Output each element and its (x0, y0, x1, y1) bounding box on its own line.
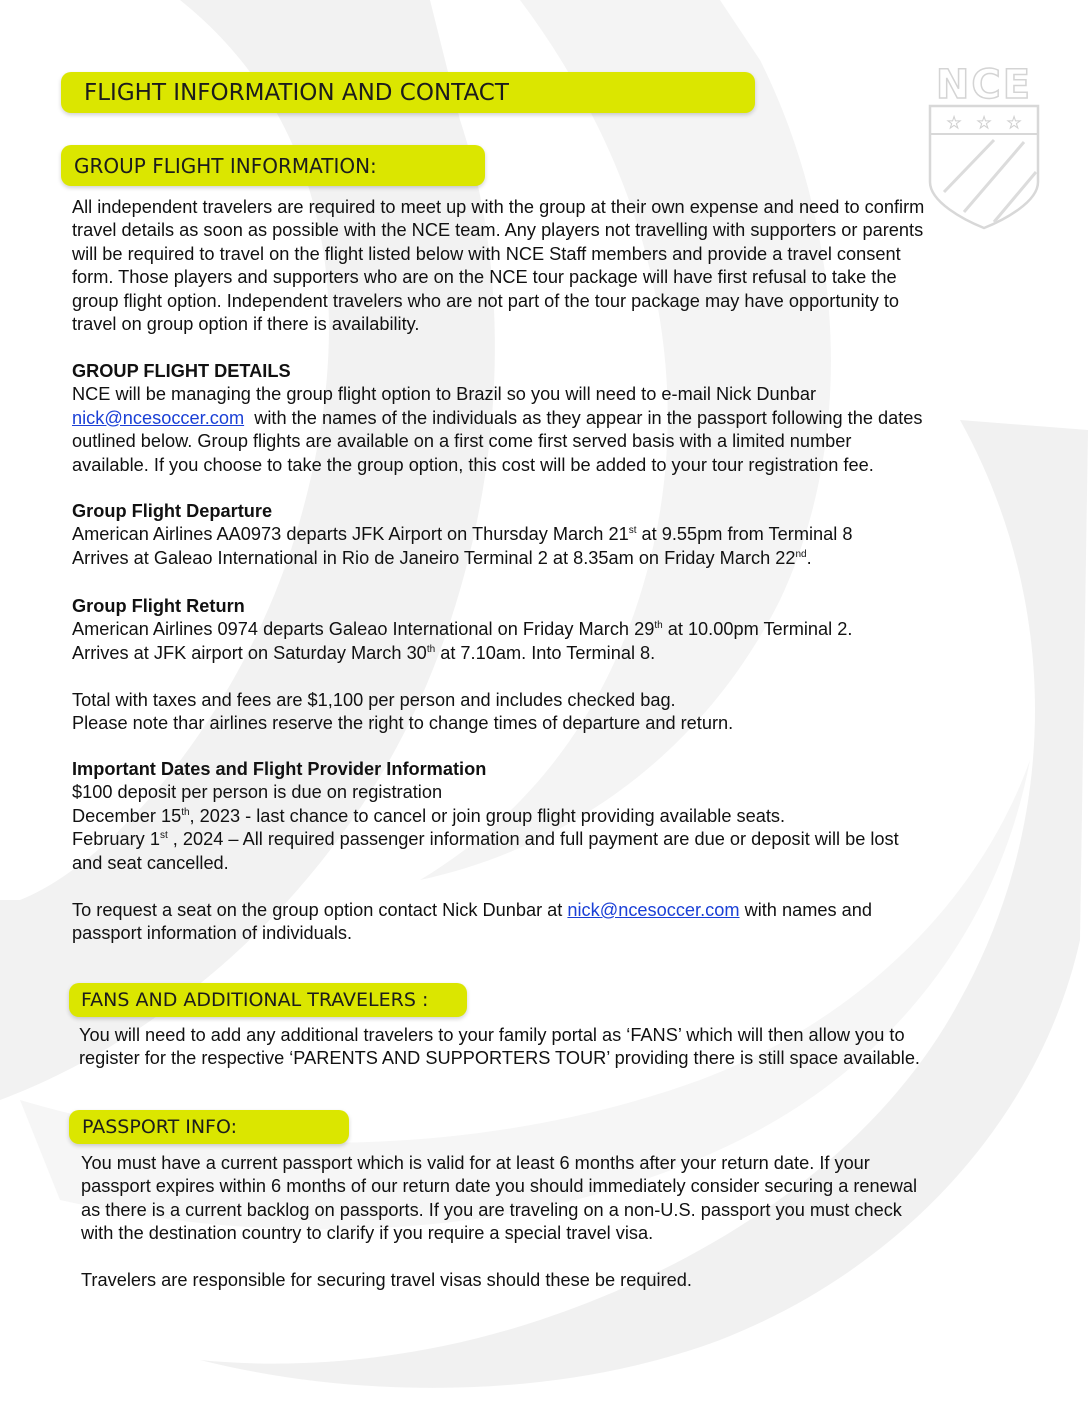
arrival-line (72, 547, 1032, 570)
details-line (72, 407, 1032, 430)
dates-text: , 2024 – All required passenger information and full payment are due or deposit will be lost (167, 829, 899, 850)
group-flight-details (72, 360, 1032, 477)
arrival-text: Arrives at Galeao International in Rio de Janeiro Terminal 2 at 8.35am on Friday March 22 (72, 547, 796, 568)
fans-line: You will need to add any additional travelers to your family portal as ‘FANS’ which will then allow you to (79, 1025, 905, 1045)
return-text: at 10.00pm Terminal 2. (662, 619, 853, 640)
svg-text:★: ★ (1006, 115, 1022, 132)
return-section (72, 595, 1032, 665)
ordinal-suffix: st (628, 525, 637, 537)
passport-line: You must have a current passport which is valid for at least 6 months after your return date. If your (81, 1153, 870, 1173)
departure-heading: Group Flight Departure (72, 501, 273, 521)
request-text: with names and (739, 900, 872, 920)
request-section (72, 899, 1032, 946)
dates-line: $100 deposit per person is due on registration (72, 782, 443, 803)
passport-heading: PASSPORT INFO: (69, 1110, 349, 1144)
departure-text: at 9.55pm from Terminal 8 (636, 524, 853, 545)
arrival-text: . (806, 547, 812, 568)
svg-text:★: ★ (946, 115, 962, 132)
intro-line: will be required to travel on the flight listed below with NCE Staff members and provide a travel consent (72, 243, 901, 264)
request-text: To request a seat on the group option contact Nick Dunbar at (72, 900, 568, 920)
fans-line: register for the respective ‘PARENTS AND SUPPORTERS TOUR’ providing there is still space available. (79, 1048, 920, 1069)
return-heading: Group Flight Return (72, 596, 245, 616)
passport-section (81, 1152, 1031, 1246)
details-line: available. If you choose to take the group option, this cost will be added to your tour registration fee. (72, 454, 874, 475)
group-flight-heading: GROUP FLIGHT INFORMATION: (61, 145, 485, 186)
dates-line (72, 805, 1032, 828)
intro-line: travel on group option if there is availability. (72, 314, 420, 335)
intro-line: group flight option. Independent travelers who are not part of the tour package may have opportunity to (72, 290, 900, 311)
dates-text: , 2023 - last chance to cancel or join group flight providing available seats. (189, 805, 786, 826)
return-text: American Airlines 0974 departs Galeao International on Friday March 29 (72, 619, 655, 640)
intro-line: form. Those players and supporters who are on the NCE tour package will have first refusal to take the (72, 267, 897, 288)
visa-note-line: Travelers are responsible for securing travel visas should these be required. (81, 1270, 692, 1290)
details-text: with the names of the individuals as they appear in the passport following the dates (244, 407, 923, 428)
total-section (72, 689, 1032, 736)
email-link[interactable]: nick@ncesoccer.com (567, 900, 740, 920)
fans-heading: FANS AND ADDITIONAL TRAVELERS : (69, 983, 467, 1017)
passport-line: with the destination country to clarify if you require a special travel visa. (81, 1223, 654, 1244)
intro-line: travel details as soon as possible with the NCE team. Any players not travelling with supporters or parents (72, 220, 924, 241)
group-flight-intro (72, 196, 1032, 336)
email-link[interactable]: nick@ncesoccer.com (72, 407, 245, 428)
passport-line: passport expires within 6 months of our return date you should immediately consider securing a renewal (81, 1176, 918, 1197)
passport-line: as there is a current backlog on passports. If you are traveling on a non-U.S. passport you must check (81, 1199, 902, 1220)
ordinal-suffix: th (426, 643, 436, 655)
ordinal-suffix: st (159, 830, 168, 842)
return-text: Arrives at JFK airport on Saturday March 30 (72, 642, 427, 663)
ordinal-suffix: nd (795, 548, 807, 560)
departure-section (72, 500, 1032, 570)
total-line: Total with taxes and fees are $1,100 per person and includes checked bag. (72, 690, 676, 710)
return-text: at 7.10am. Into Terminal 8. (435, 642, 656, 663)
dates-line: and seat cancelled. (72, 852, 229, 873)
svg-text:★: ★ (976, 115, 992, 132)
dates-line (72, 828, 1032, 851)
dates-heading: Important Dates and Flight Provider Information (72, 759, 487, 779)
details-line: outlined below. Group flights are available on a first come first served basis with a limited number (72, 431, 852, 452)
visa-note (81, 1269, 1031, 1292)
details-heading: GROUP FLIGHT DETAILS (72, 361, 291, 381)
ordinal-suffix: th (181, 806, 190, 818)
important-dates-section (72, 758, 1032, 875)
request-line: passport information of individuals. (72, 923, 353, 944)
dates-text: December 15 (72, 805, 182, 826)
return-line (72, 618, 1032, 641)
ordinal-suffix: th (654, 620, 663, 632)
request-line (72, 899, 1032, 922)
departure-text: American Airlines AA0973 departs JFK Airport on Thursday March 21 (72, 524, 629, 545)
page-title: FLIGHT INFORMATION AND CONTACT (61, 72, 755, 113)
intro-line: All independent travelers are required to meet up with the group at their own expense and need to confirm (72, 197, 925, 217)
fans-section (79, 1024, 1029, 1071)
dates-text: February 1 (72, 829, 160, 850)
logo-text: NCE (935, 62, 1033, 108)
return-arrival-line (72, 642, 1032, 665)
departure-line (72, 523, 1032, 546)
details-line: NCE will be managing the group flight option to Brazil so you will need to e-mail Nick Dunbar (72, 384, 817, 405)
airline-note-line: Please note thar airlines reserve the right to change times of departure and return. (72, 713, 734, 734)
